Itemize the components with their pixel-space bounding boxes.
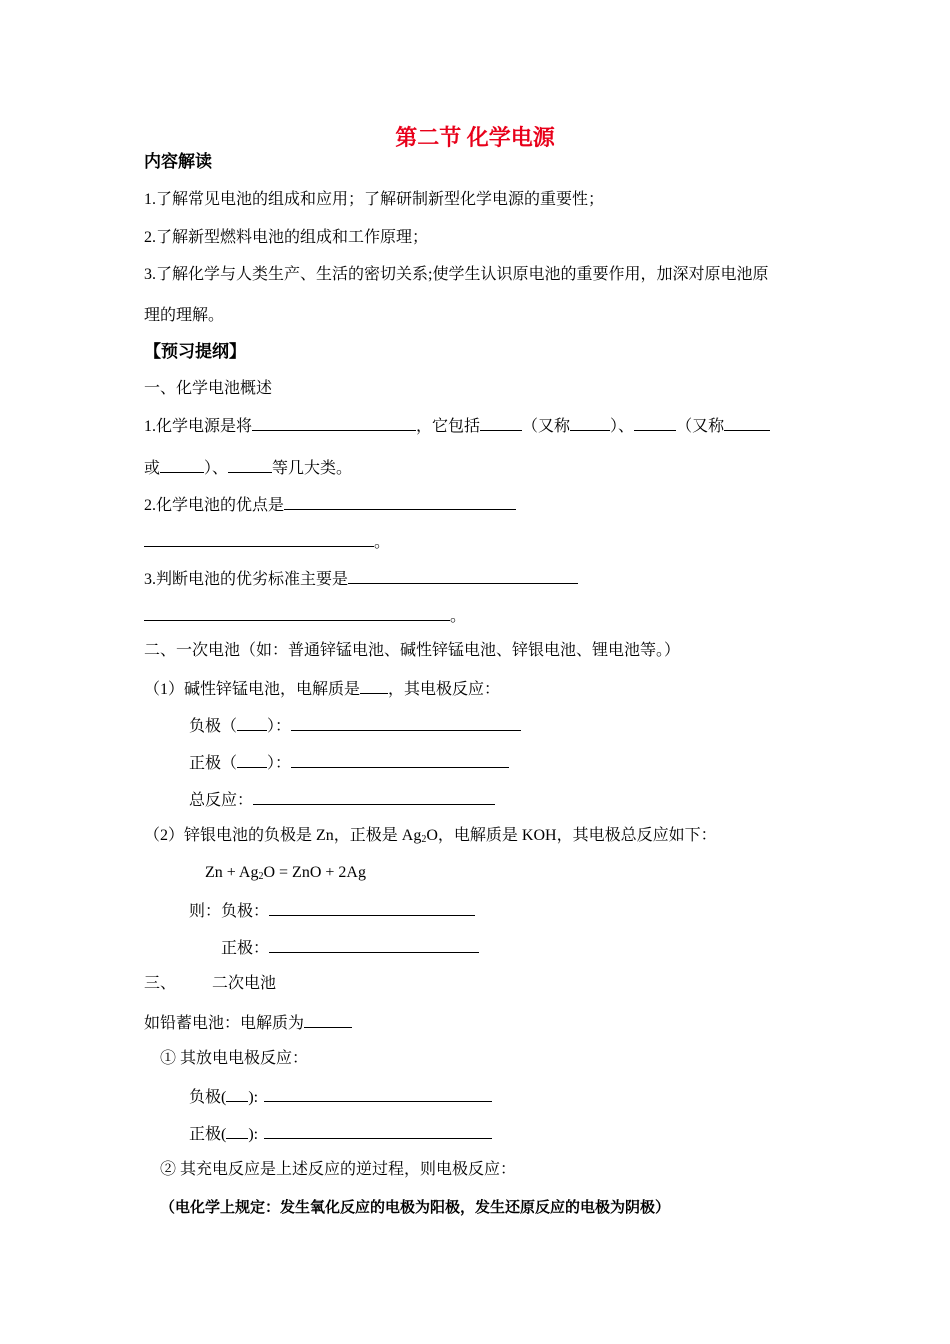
question-3 [144,568,578,590]
negative-electrode-line [189,715,521,737]
positive-electrode-line [189,752,509,774]
equation [205,863,366,883]
p1-text-b: ，其电极反应： [388,681,501,698]
blank[interactable] [269,937,479,953]
section-heading-content: 内容解读 [144,152,212,172]
blank[interactable] [291,752,509,768]
q1-text-f: 或 [144,460,161,477]
pos-a: 正极（ [189,755,238,772]
blank[interactable] [264,1123,492,1139]
part1-title: 一、化学电池概述 [144,380,273,397]
then-positive-line [221,937,479,959]
part2-item2 [144,826,717,846]
question-3-cont [144,605,466,627]
blank[interactable] [160,457,204,473]
blank[interactable] [284,494,516,510]
discharge-negative [189,1086,492,1108]
q1-text-c: （又称 [522,418,571,435]
neg-b: ）： [267,718,292,735]
discharge-line: ① 其放电电极反应： [160,1050,309,1067]
blank[interactable] [360,678,388,694]
eq-sub: 2 [258,871,264,882]
discharge-positive [189,1123,492,1145]
blank[interactable] [348,568,578,584]
q2-text: 2.化学电池的优点是 [144,497,285,514]
then-negative-line [189,900,475,922]
blank[interactable] [144,605,450,621]
q1-text-d: ）、 [610,418,635,435]
part3-title-a: 三、 [144,975,177,992]
pos-b: ）： [267,755,292,772]
charge-line: ② 其充电反应是上述反应的逆过程，则电极反应： [160,1161,517,1178]
blank[interactable] [264,1086,492,1102]
then-pos-label: 正极： [221,940,270,957]
q1-text-b: ，它包括 [416,418,481,435]
question-1-line2 [144,457,352,479]
q1-text-e: （又称 [676,418,725,435]
q1-text-g: ）、 [204,460,229,477]
question-1-line1 [144,415,770,437]
then-neg-label: 则：负极： [189,903,270,920]
objective-3: 3.了解化学与人类生产、生活的密切关系;使学生认识原电池的重要作用，加深对原电池原 [144,266,769,283]
p2-text-b: O，电解质是 KOH，其电极总反应如下： [426,827,717,844]
q1-text-h: 等几大类。 [272,460,353,477]
blank[interactable] [724,415,770,431]
definition-note: （电化学上规定：发生氧化反应的电极为阳极，发生还原反应的电极为阴极） [160,1198,671,1216]
blank[interactable] [291,715,521,731]
objective-1: 1.了解常见电池的组成和应用；了解研制新型化学电源的重要性； [144,191,605,208]
q1-text-a: 1.化学电源是将 [144,418,253,435]
blank[interactable] [634,415,676,431]
blank[interactable] [228,457,272,473]
neg-a: 负极（ [189,718,238,735]
blank[interactable] [237,752,267,768]
eq-b: O = ZnO + 2Ag [263,864,366,881]
blank[interactable] [570,415,610,431]
q3-end: 。 [450,608,467,625]
outline-heading: 【预习提纲】 [144,342,246,362]
question-2 [144,494,516,516]
p2-sub: 2 [421,834,427,845]
p3-neg-end: ): [248,1089,259,1106]
blank[interactable] [253,789,495,805]
blank[interactable] [480,415,522,431]
part2-title: 二、一次电池（如：普通锌锰电池、碱性锌锰电池、锌银电池、锂电池等。） [144,642,681,659]
blank[interactable] [237,715,267,731]
part3-title [144,974,276,994]
p1-text-a: （1）碱性锌锰电池，电解质是 [144,681,361,698]
p3-pos: 正极( [189,1126,227,1143]
lead-acid-line [144,1012,352,1034]
total-label: 总反应： [189,792,254,809]
objective-2: 2.了解新型燃料电池的组成和工作原理； [144,229,429,246]
question-2-cont [144,531,390,553]
part3-title-b: 二次电池 [212,975,277,992]
p3-neg: 负极( [189,1089,227,1106]
blank[interactable] [304,1012,352,1028]
q3-text: 3.判断电池的优劣标准主要是 [144,571,349,588]
objective-3-cont: 理的理解。 [144,307,225,324]
blank[interactable] [226,1086,248,1102]
total-reaction-line [189,789,495,811]
lead-label: 如铅蓄电池：电解质为 [144,1015,305,1032]
blank[interactable] [252,415,416,431]
page-title: 第二节 化学电源 [395,125,555,150]
blank[interactable] [269,900,475,916]
part2-item1 [144,678,500,700]
p3-pos-end: ): [248,1126,259,1143]
q2-end: 。 [374,534,391,551]
blank[interactable] [144,531,374,547]
blank[interactable] [226,1123,248,1139]
p2-text-a: （2）锌银电池的负极是 Zn，正极是 Ag [144,827,422,844]
eq-a: Zn + Ag [205,864,259,881]
